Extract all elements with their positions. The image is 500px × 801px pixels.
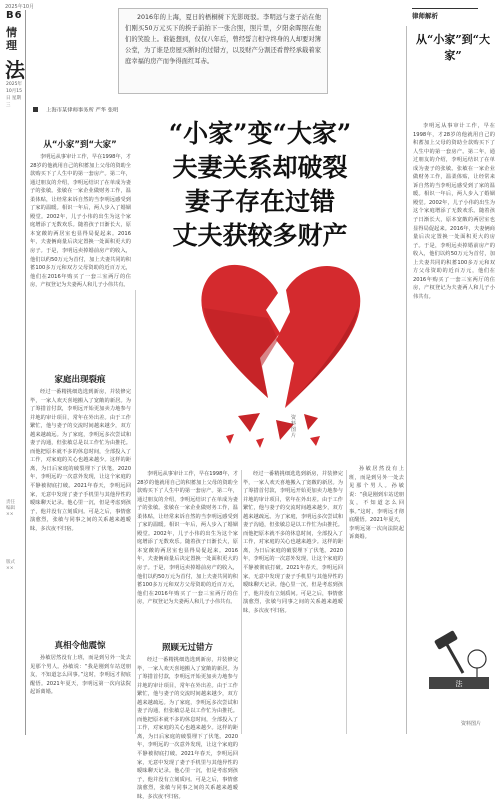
column-3-text [243, 470, 343, 734]
column-1-part-a [30, 153, 131, 365]
section-title-1: 从“小家”到“大家” [43, 140, 117, 150]
byline [33, 99, 373, 114]
issue-date: 2025年10月15日 星期三 [6, 82, 22, 108]
intro-text: 2016年的上海，夏日的梧桐树下光影斑驳。李明远与妻子站在他们刚买50万元买下的挨子前拍下一张合照，照片里，夕阳余晖照在他们的笑脸上。谁能想到，仅仅八年后，曾经誓言相守终身的人却要对簿公堂，为了谁是房屋买断时的过错方，以及财产分割还看曾经承载着家庭幸福的房产而争得面红耳赤。 [125, 14, 321, 65]
headline-line-4: 丈夫获较多财产 [172, 221, 348, 250]
column-3-text-body: 经过一番精挑细选选到新房，并装修完毕，一家人欢天喜地搬入了宽敞的新居。为了筹措首付款，李明远开始更加卖力地参与并地的审计项目，常年在外出差。由于工作繁忙，他与妻子的交流时间越来越少，双方越来越疏远。为了家庭，李明远多次尝试和妻子沟通，但张敏总是以工作忙为由推托。而他把原本就不多的休息时间，全部投入了工作，对家庭的关心也越来越少。这样的距离，为日后家庭的破裂埋下了伏笔。2020年，李明远的一次意外发现，让这个家庭的平静被彻底打破。2021年春天，李明远回家，无意中发现了妻子手机里与其他异性的暧昧聊天记录。他心里一沉，但是考虑到孩子，他并没有立刻质问。可是之后，事情愈演愈烈，张敏与同事之间的关系越来越暧昧，多次夜不归宿。 [243, 471, 343, 614]
column-1-part-b-text: 经过一番精挑细选选到新房，并装修完毕，一家人欢天喜地搬入了宽敞的新居。为了筹措首付款，李明远开始更加卖力地参与并地的审计项目，常年在外出差。由于工作繁忙，他与妻子的交流时间越来越少，双方越来越疏远。为了家庭，李明远多次尝试和妻子沟通，但张敏总是以工作忙为由推托。而他把原本就不多的休息时间，全部投入了工作，对家庭的关心也越来越少。这样的距离，为日后家庭的破裂埋下了伏笔。2020年，李明远的一次意外发现，让这个家庭的平静被彻底打破。2021年春天，李明远回家，无意中发现了妻子手机里与其他异性的暧昧聊天记录。他心里一沉，但是考虑到孩子，他并没有立刻质问。可是之后，事情愈演愈烈，张敏与同事之间的关系越来越暧昧，多次夜不归宿。 [30, 389, 131, 532]
column-4-text [349, 465, 404, 734]
photo-credit: 资料图片 [291, 415, 297, 439]
headline-line-1: “小家”变“大家” [168, 119, 352, 148]
svg-text:法: 法 [455, 680, 463, 688]
section-title: 情理 [6, 26, 17, 52]
right-section-tag [412, 8, 478, 20]
sidebar-title-text: 从“小家”到“大家” [416, 33, 490, 62]
column-4-text-body: 孙敏居然没有上班，而是到另外一处去见那个男人。孙敏说：“我是刚到车站送朋友，不知道怎么回事。”这时，李明远才彻底醒悟。2021年夏天，李明远第一次向法院起诉离婚。 [349, 466, 404, 541]
sidebar-footer-tag: 资料图片 [461, 721, 482, 727]
sidebar-body [413, 122, 495, 612]
heart-left-half [201, 265, 280, 398]
column-2-text-b [137, 656, 238, 800]
headline-line-3: 妻子存在过错 [184, 187, 335, 216]
column-2-text-body: 李明远从事审计工作，早在1998年，才28岁的他就用自己的积蓄加上父母的资助全款购买下了人生中的第一套房产。第二年，通过朋友的介绍，李明远结识了在单成为妻子的张敏。张敏在一家企业做财务工作，温柔体贴，让经常来诉自然的当李明远感受到了家的温暖。相识一年后，两人步入了婚姻殿堂。2002年，儿子小伟的出生为这个家庭增添了无数欢乐。随着孩子日渐长大，原本宽敞的两居室也显得局促起来。2016年，夫妻俩商量后决定置换一处面积更大的房子。于是，李明远卖掉婚前房产的收入，他们以约50万元为首付，加上夫妻共同的积蓄100多万元和双方父母资助的近百万元，他们在2016年购买了一套三室两厅的住房，产权登记为夫妻两人和儿子小伟共有。 [137, 471, 239, 606]
fallen-heart-pieces [226, 413, 320, 448]
column-rule-3 [346, 470, 347, 734]
top-tag: 2025年10月 [5, 4, 35, 10]
broken-heart-illustration [190, 248, 370, 478]
sidebar-title [411, 32, 495, 64]
column-1-part-c-text: 孙敏居然没有上班，而是到另外一处去见那个男人。孙敏说：“我是刚到车站送朋友，不知道怎么回事。”这时，李明远才彻底醒悟。2021年夏天，李明远第一次向法院起诉离婚。 [30, 655, 131, 696]
intro-box [118, 8, 328, 94]
sidebar-body-text: 李明远从事审计工作，早在1998年，才28岁的他就用自己的积蓄加上父母的资助全款购买下了人生中的第一套房产。第二年，通过朋友的介绍，李明远结识了在单成为妻子的张敏。张敏在一家企业做财务工作，温柔体贴，让经常来诉自然的当李明远感受到了家的温暖。相识一年后，两人步入了婚姻殿堂。2002年，儿子小伟的出生为这个家庭增添了无数欢乐。随着孩子日渐长大，原本宽敞的两居室也显得局促起来。2016年，夫妻俩商量后决定置换一处面积更大的房子。于是，李明远卖掉婚前房产的收入，他们以约50万元为首付，加上夫妻共同的积蓄100多万元和双方父母资助的近百万元，他们在2016年购买了一套三室两厅的住房，产权登记为夫妻两人和儿子小伟共有。 [413, 123, 495, 300]
section-number: B6 [6, 10, 23, 21]
column-2-text [137, 470, 238, 635]
heart-right-half [276, 266, 360, 408]
section-title-3: 真相令他震惊 [54, 641, 106, 651]
byline-marker-icon [33, 107, 38, 112]
section-character: 法 [5, 58, 25, 82]
editor-credit-right: 版式 ×× [6, 560, 15, 571]
right-section-tag-label: 律师解析 [412, 12, 438, 20]
headline-line-2: 夫妻关系却破裂 [172, 153, 348, 182]
section-title-2: 家庭出现裂痕 [54, 375, 106, 385]
column-rule-1 [135, 290, 136, 734]
column-2-text-b-body: 经过一番精挑细选选到新房，并装修完毕，一家人欢天喜地搬入了宽敞的新居。为了筹措首付款，李明远开始更加卖力地参与并地的审计项目，常年在外出差。由于工作繁忙，他与妻子的交流时间越来越少，双方越来越疏远。为了家庭，李明远多次尝试和妻子沟通，但张敏总是以工作忙为由推托。而他把原本就不多的休息时间，全部投入了工作，对家庭的关心也越来越少。这样的距离，为日后家庭的破裂埋下了伏笔。2020年，李明远的一次意外发现，让这个家庭的平静被彻底打破。2021年春天，李明远回家，无意中发现了妻子手机里与其他异性的暧昧聊天记录。他心里一沉，但是考虑到孩子，他并没有立刻质问。可是之后，事情愈演愈烈，张敏与同事之间的关系越来越暧昧，多次夜不归宿。 [137, 657, 238, 800]
masthead-rule [25, 10, 26, 735]
column-1-part-a-text: 李明远从事审计工作，早在1998年，才28岁的他就用自己的积蓄加上父母的资助全款购买下了人生中的第一套房产。第二年，通过朋友的介绍，李明远结识了在单成为妻子的张敏。张敏在一家企业做财务工作，温柔体贴，让经常来诉自然的当李明远感受到了家的温暖。相识一年后，两人步入了婚姻殿堂。2002年，儿子小伟的出生为这个家庭增添了无数欢乐。随着孩子日渐长大，原本宽敞的两居室也显得局促起来。2016年，夫妻俩商量后决定置换一处面积更大的房子。于是，李明远卖掉婚前房产的收入，他们以约50万元为首付，加上夫妻共同的积蓄100多万元和双方父母资助的近百万元，他们在2016年购买了一套三室两厅的住房，产权登记为夫妻两人和儿子小伟共有。 [30, 154, 132, 289]
law-cartoon-illustration [425, 629, 495, 709]
sidebar-box [406, 26, 498, 734]
headline [140, 117, 380, 257]
section-title-4: 照顾无过错方 [161, 643, 213, 653]
column-1-part-c [30, 654, 131, 734]
column-1-part-b [30, 388, 131, 631]
column-rule-2 [241, 470, 242, 734]
editor-credit-left: 责任编辑 ×× [6, 500, 15, 517]
byline-text: 上海市某律师事务所 严华 张明 [46, 107, 119, 114]
